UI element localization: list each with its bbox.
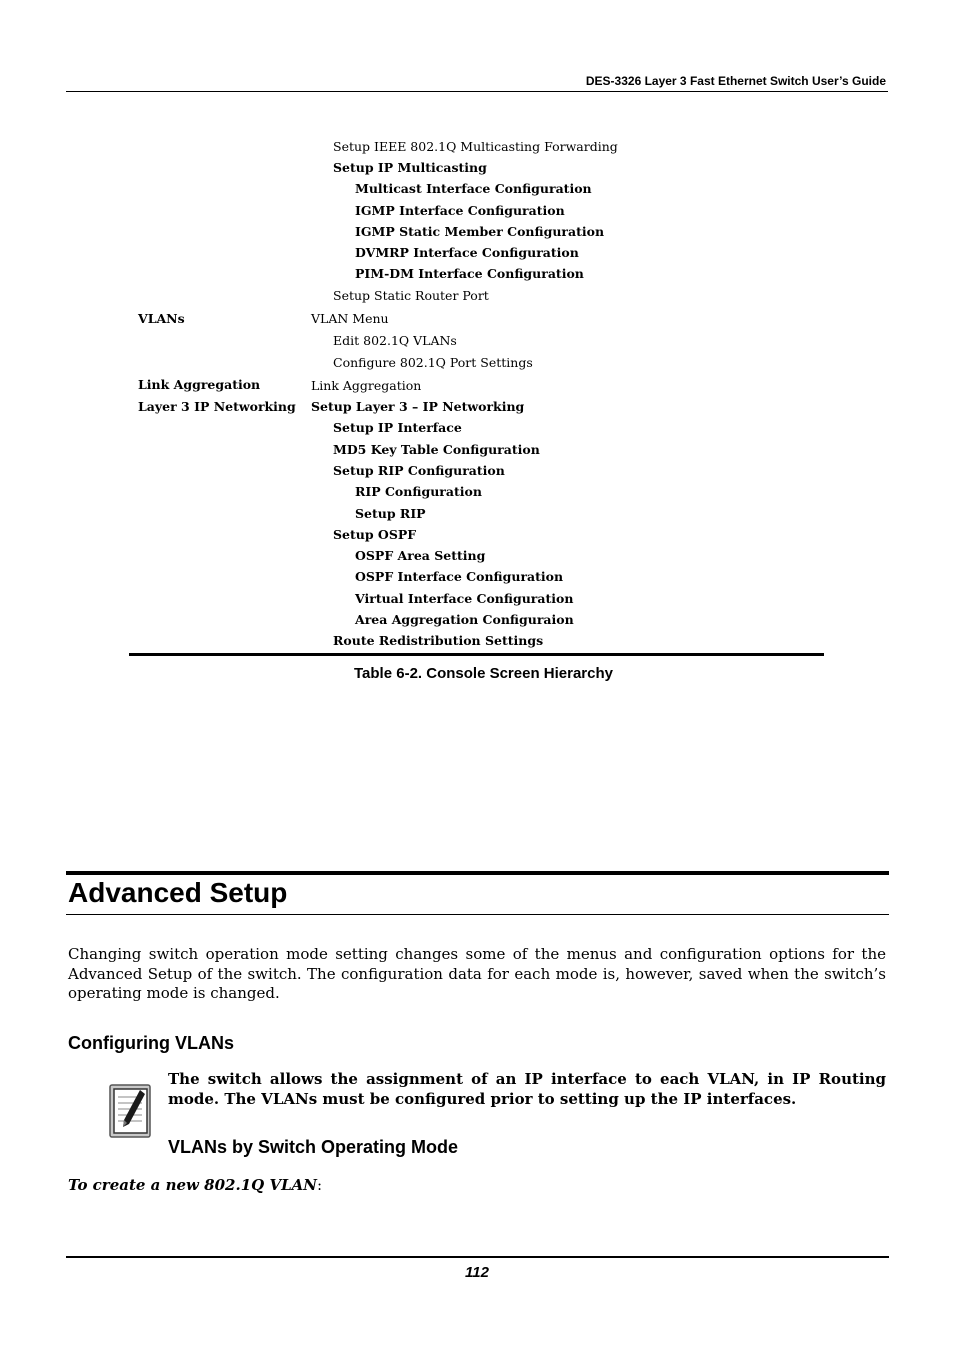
section-rule-top xyxy=(66,871,889,875)
table-row-right: Edit 802.1Q VLANs xyxy=(333,333,457,348)
table-row-right: Setup Layer 3 – IP Networking xyxy=(311,399,525,414)
table-row-right: DVMRP Interface Configuration xyxy=(355,245,579,260)
procedure-suffix: : xyxy=(316,1176,323,1194)
sub-heading: Configuring VLANs xyxy=(68,1033,234,1053)
table-row-right: IGMP Static Member Configuration xyxy=(355,224,605,239)
running-header: DES-3326 Layer 3 Fast Ethernet Switch User’s Guide xyxy=(585,74,886,88)
table-row-right: Virtual Interface Configuration xyxy=(355,591,574,606)
table-row-right: Area Aggregation Configuraion xyxy=(355,612,574,627)
table-row-right: Multicast Interface Configuration xyxy=(355,181,592,196)
table-row-right: Setup OSPF xyxy=(333,527,417,542)
mode-heading: VLANs by Switch Operating Mode xyxy=(168,1137,459,1157)
table-row-left: VLANs xyxy=(138,311,185,326)
table-bottom-rule xyxy=(129,653,824,656)
table-row-right: Setup Static Router Port xyxy=(333,288,489,303)
section-rule-bottom xyxy=(66,914,889,915)
intro-paragraph: Changing switch operation mode setting changes some of the menus and configuration options for the Advanced Setup of the switch. The configuration data for each mode is, however, saved when the switch’s operating mode is changed. xyxy=(68,945,886,1002)
table-row-left: Link Aggregation xyxy=(138,377,261,392)
table-row-right: Setup RIP xyxy=(355,506,426,521)
table-row-right: OSPF Interface Configuration xyxy=(355,569,564,584)
notepad-pencil-icon xyxy=(109,1081,153,1139)
header-rule xyxy=(66,91,888,92)
table-row-right: Setup RIP Configuration xyxy=(333,463,505,478)
table-row-right: Configure 802.1Q Port Settings xyxy=(333,355,533,370)
table-row-right: OSPF Area Setting xyxy=(355,548,486,563)
table-row-right: VLAN Menu xyxy=(311,311,389,326)
footer-rule xyxy=(66,1256,889,1258)
table-row-right: Link Aggregation xyxy=(311,378,422,393)
note-text: The switch allows the assignment of an IP interface to each VLAN, in IP Routing mode. The VLANs must be configured prior to setting up the IP interfaces. xyxy=(168,1070,886,1108)
section-title: Advanced Setup xyxy=(68,877,288,908)
table-row-right: Setup IP Multicasting xyxy=(333,160,487,175)
procedure-text: To create a new 802.1Q VLAN xyxy=(68,1176,317,1194)
table-row-right: IGMP Interface Configuration xyxy=(355,203,565,218)
table-row-left: Layer 3 IP Networking xyxy=(138,399,296,414)
procedure-line xyxy=(68,1176,322,1194)
table-row-right: RIP Configuration xyxy=(355,484,482,499)
table-row-right: Route Redistribution Settings xyxy=(333,633,544,648)
table-caption: Table 6-2. Console Screen Hierarchy xyxy=(354,665,613,682)
table-row-right: PIM-DM Interface Configuration xyxy=(355,266,584,281)
table-row-right: Setup IP Interface xyxy=(333,420,462,435)
table-row-right: MD5 Key Table Configuration xyxy=(333,442,540,457)
page-number: 112 xyxy=(465,1264,489,1281)
table-row-right: Setup IEEE 802.1Q Multicasting Forwarding xyxy=(333,139,618,154)
